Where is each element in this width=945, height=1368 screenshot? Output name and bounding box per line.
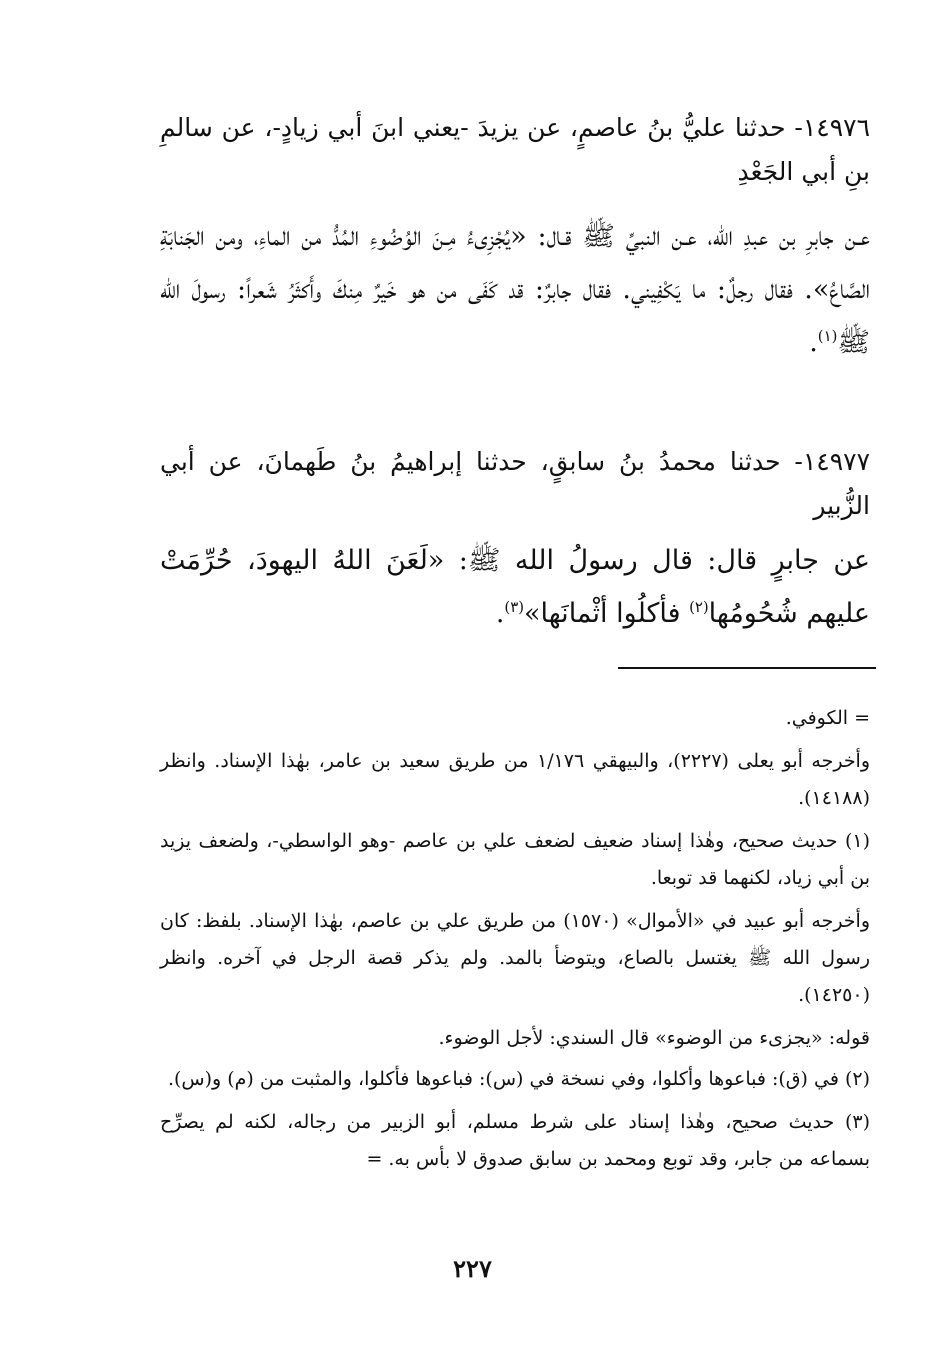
footnote: وأخرجه أبو عبيد في «الأموال» (١٥٧٠) من طريق علي بن عاصم، بهٰذا الإسناد. بلفظ: كان رسول الله ﷺ يغتسل بالصاع، ويتوضأ بالمد. ولم يذكر قصة الرجل في آخره. وانظر (١٤٢٥٠). [160,910,870,1006]
hadith-14977-chain [160,440,870,528]
hadith-body [160,534,870,640]
hadith-body-text: عن جابرٍ قال: قال رسولُ الله ﷺ: «لَعَنَ اللهُ اليهودَ، حُرِّمَتْ عليهم شُحُومُها [160,545,870,629]
footnote: (٣) حديث صحيح، وهٰذا إسناد على شرط مسلم، أبو الزبير من رجاله، لكنه لم يصرِّح بسماعه من جابر، وقد توبع ومحمد بن سابق صدوق لا بأس به. = [160,1111,870,1170]
footnotes [160,700,870,1178]
footnote-ref: (١) [817,327,838,345]
hadith-14976-text [160,210,870,369]
hadith-14976-chain [160,106,870,194]
hadith-body-end: . [495,598,505,629]
page-number: ٢٢٧ [453,1254,492,1283]
footnote: وأخرجه أبو يعلى (٢٢٢٧)، والبيهقي ١/١٧٦ من طريق سعيد بن عامر، بهٰذا الإسناد. وانظر (١٤١٨٨). [160,750,871,809]
footnote-ref: (٢) [689,598,709,616]
footnote: قوله: «يجزىء من الوضوء» قال السندي: لأجل الوضوء. [438,1027,870,1049]
hadith-body-text: فأكلُوا أثْمانَها» [523,598,690,629]
footnote: (٢) في (ق): فباعوها وأكلوا، وفي نسخة في (س): فباعوها فأكلوا، والمثبت من (م) و(س). [167,1068,870,1090]
footnote-separator [618,667,876,669]
hadith-chain-text: ١٤٩٧٦- حدثنا عليُّ بنُ عاصمٍ، عن يزيدَ -يعني ابنَ أبي زيادٍ-، عن سالمِ بنِ أبي الجَعْدِ [160,113,870,186]
hadith-body [160,210,870,369]
hadith-body-text: عـن جابرِ بن عبدِ الله، عـن النبيِّ ﷺ قـال: «يُجْزِىءُ مِـنَ الوُضُوءِ المُدُّ من الماءِ، ومن الجَنابَةِ الصَّاعُ». فقال رجلٌ: ما يَكْفِيني. فقال جابرٌ: قد كَفَى من هو خَيرٌ مِنكَ وأَكثَرُ شَعراً: رسولَ الله ﷺ [160,221,870,358]
hadith-chain-text: ١٤٩٧٧- حدثنا محمدُ بنُ سابقٍ، حدثنا إبراهيمُ بنُ طَهمانَ، عن أبي الزُّبير [160,447,870,520]
footnote-ref: (٣) [504,598,524,616]
hadith-14977-text [160,534,870,640]
hadith-body-end: . [809,327,818,358]
footnote: = الكوفي. [785,707,870,729]
footnote: (١) حديث صحيح، وهٰذا إسناد ضعيف لضعف علي بن عاصم -وهو الواسطي-، ولضعف يزيد بن أبي زياد، لكنهما قد توبعا. [160,830,870,889]
